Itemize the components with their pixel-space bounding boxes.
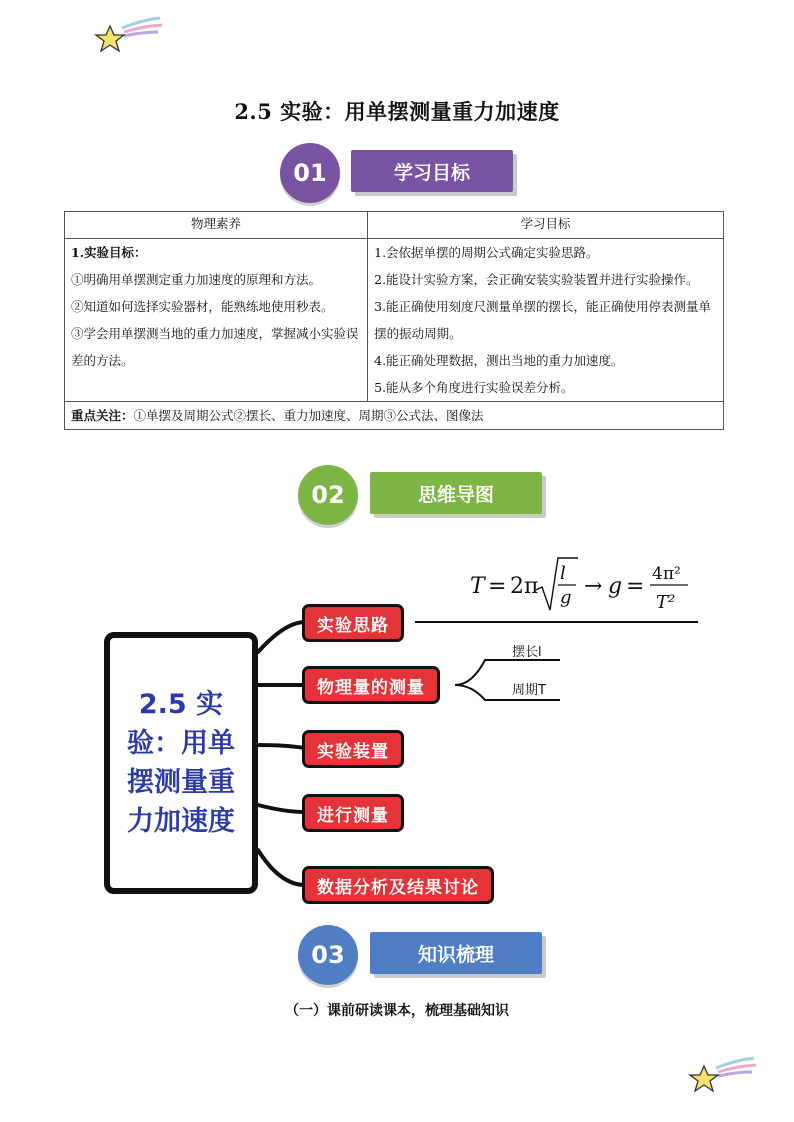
literacy-item: ②知道如何选择实验器材，能熟练地使用秒表。 <box>71 299 334 314</box>
measure-period-label: 周期T <box>512 683 546 698</box>
table-header-goals: 学习目标 <box>368 212 724 239</box>
node-apparatus: 实验装置 <box>302 730 404 768</box>
formula-numerator: 4π² <box>652 564 681 584</box>
section-number-badge: 02 <box>298 465 358 525</box>
formula-eq2: = <box>626 574 645 599</box>
goal-item: 3.能正确使用刻度尺测量单摆的摆长，能正确使用停表测量单摆的振动周期。 <box>374 299 712 341</box>
section-title-bar: 知识梳理 <box>370 932 542 974</box>
node-quantity-measurement: 物理量的测量 <box>302 666 440 704</box>
formula-T: T <box>470 574 485 599</box>
section-number-badge: 03 <box>298 925 358 985</box>
experiment-goal-title: 1.实验目标： <box>71 245 147 260</box>
focus-text: ①单摆及周期公式②摆长、重力加速度、周期③公式法、图像法 <box>133 408 484 423</box>
mind-map-center-topic: 2.5 实验：用单摆测量重力加速度 <box>104 632 258 894</box>
focus-label: 重点关注： <box>71 408 134 423</box>
star-decoration-icon <box>92 16 164 58</box>
period-formula <box>466 552 696 618</box>
goal-item: 4.能正确处理数据，测出当地的重力加速度。 <box>374 353 624 368</box>
formula-g-den: g <box>560 587 572 608</box>
goal-item: 2.能设计实验方案，会正确安装实验装置并进行实验操作。 <box>374 272 699 287</box>
node-experiment-idea: 实验思路 <box>302 604 404 642</box>
formula-g: g <box>608 574 623 599</box>
goal-item: 1.会依据单摆的周期公式确定实验思路。 <box>374 245 599 260</box>
goals-cell <box>368 239 724 402</box>
section-title-bar: 思维导图 <box>370 472 542 514</box>
focus-row <box>65 402 724 430</box>
goal-item: 5.能从多个角度进行实验误差分析。 <box>374 380 574 395</box>
node-measuring: 进行测量 <box>302 794 404 832</box>
literacy-item: ①明确用单摆测定重力加速度的原理和方法。 <box>71 272 322 287</box>
star-decoration-icon <box>686 1056 758 1098</box>
formula-l: l <box>560 563 566 584</box>
section-title-bar: 学习目标 <box>351 150 513 192</box>
mind-map <box>0 540 794 930</box>
literacy-cell <box>65 239 368 402</box>
formula-coef: 2π <box>510 574 539 599</box>
formula-arrow: → <box>584 574 603 599</box>
literacy-item: ③学会用单摆测当地的重力加速度，掌握减小实验误差的方法。 <box>71 326 359 368</box>
measure-length-label: 摆长l <box>512 645 542 660</box>
sub-heading: （一）课前研读课本，梳理基础知识 <box>285 1003 509 1019</box>
learning-goals-table <box>64 211 724 430</box>
formula-denominator: T² <box>656 592 676 613</box>
page-title: 2.5 实验：用单摆测量重力加速度 <box>234 99 560 124</box>
table-header-literacy: 物理素养 <box>65 212 368 239</box>
section-number-badge: 01 <box>280 143 340 203</box>
formula-eq: = <box>488 574 507 599</box>
node-data-analysis: 数据分析及结果讨论 <box>302 866 494 904</box>
